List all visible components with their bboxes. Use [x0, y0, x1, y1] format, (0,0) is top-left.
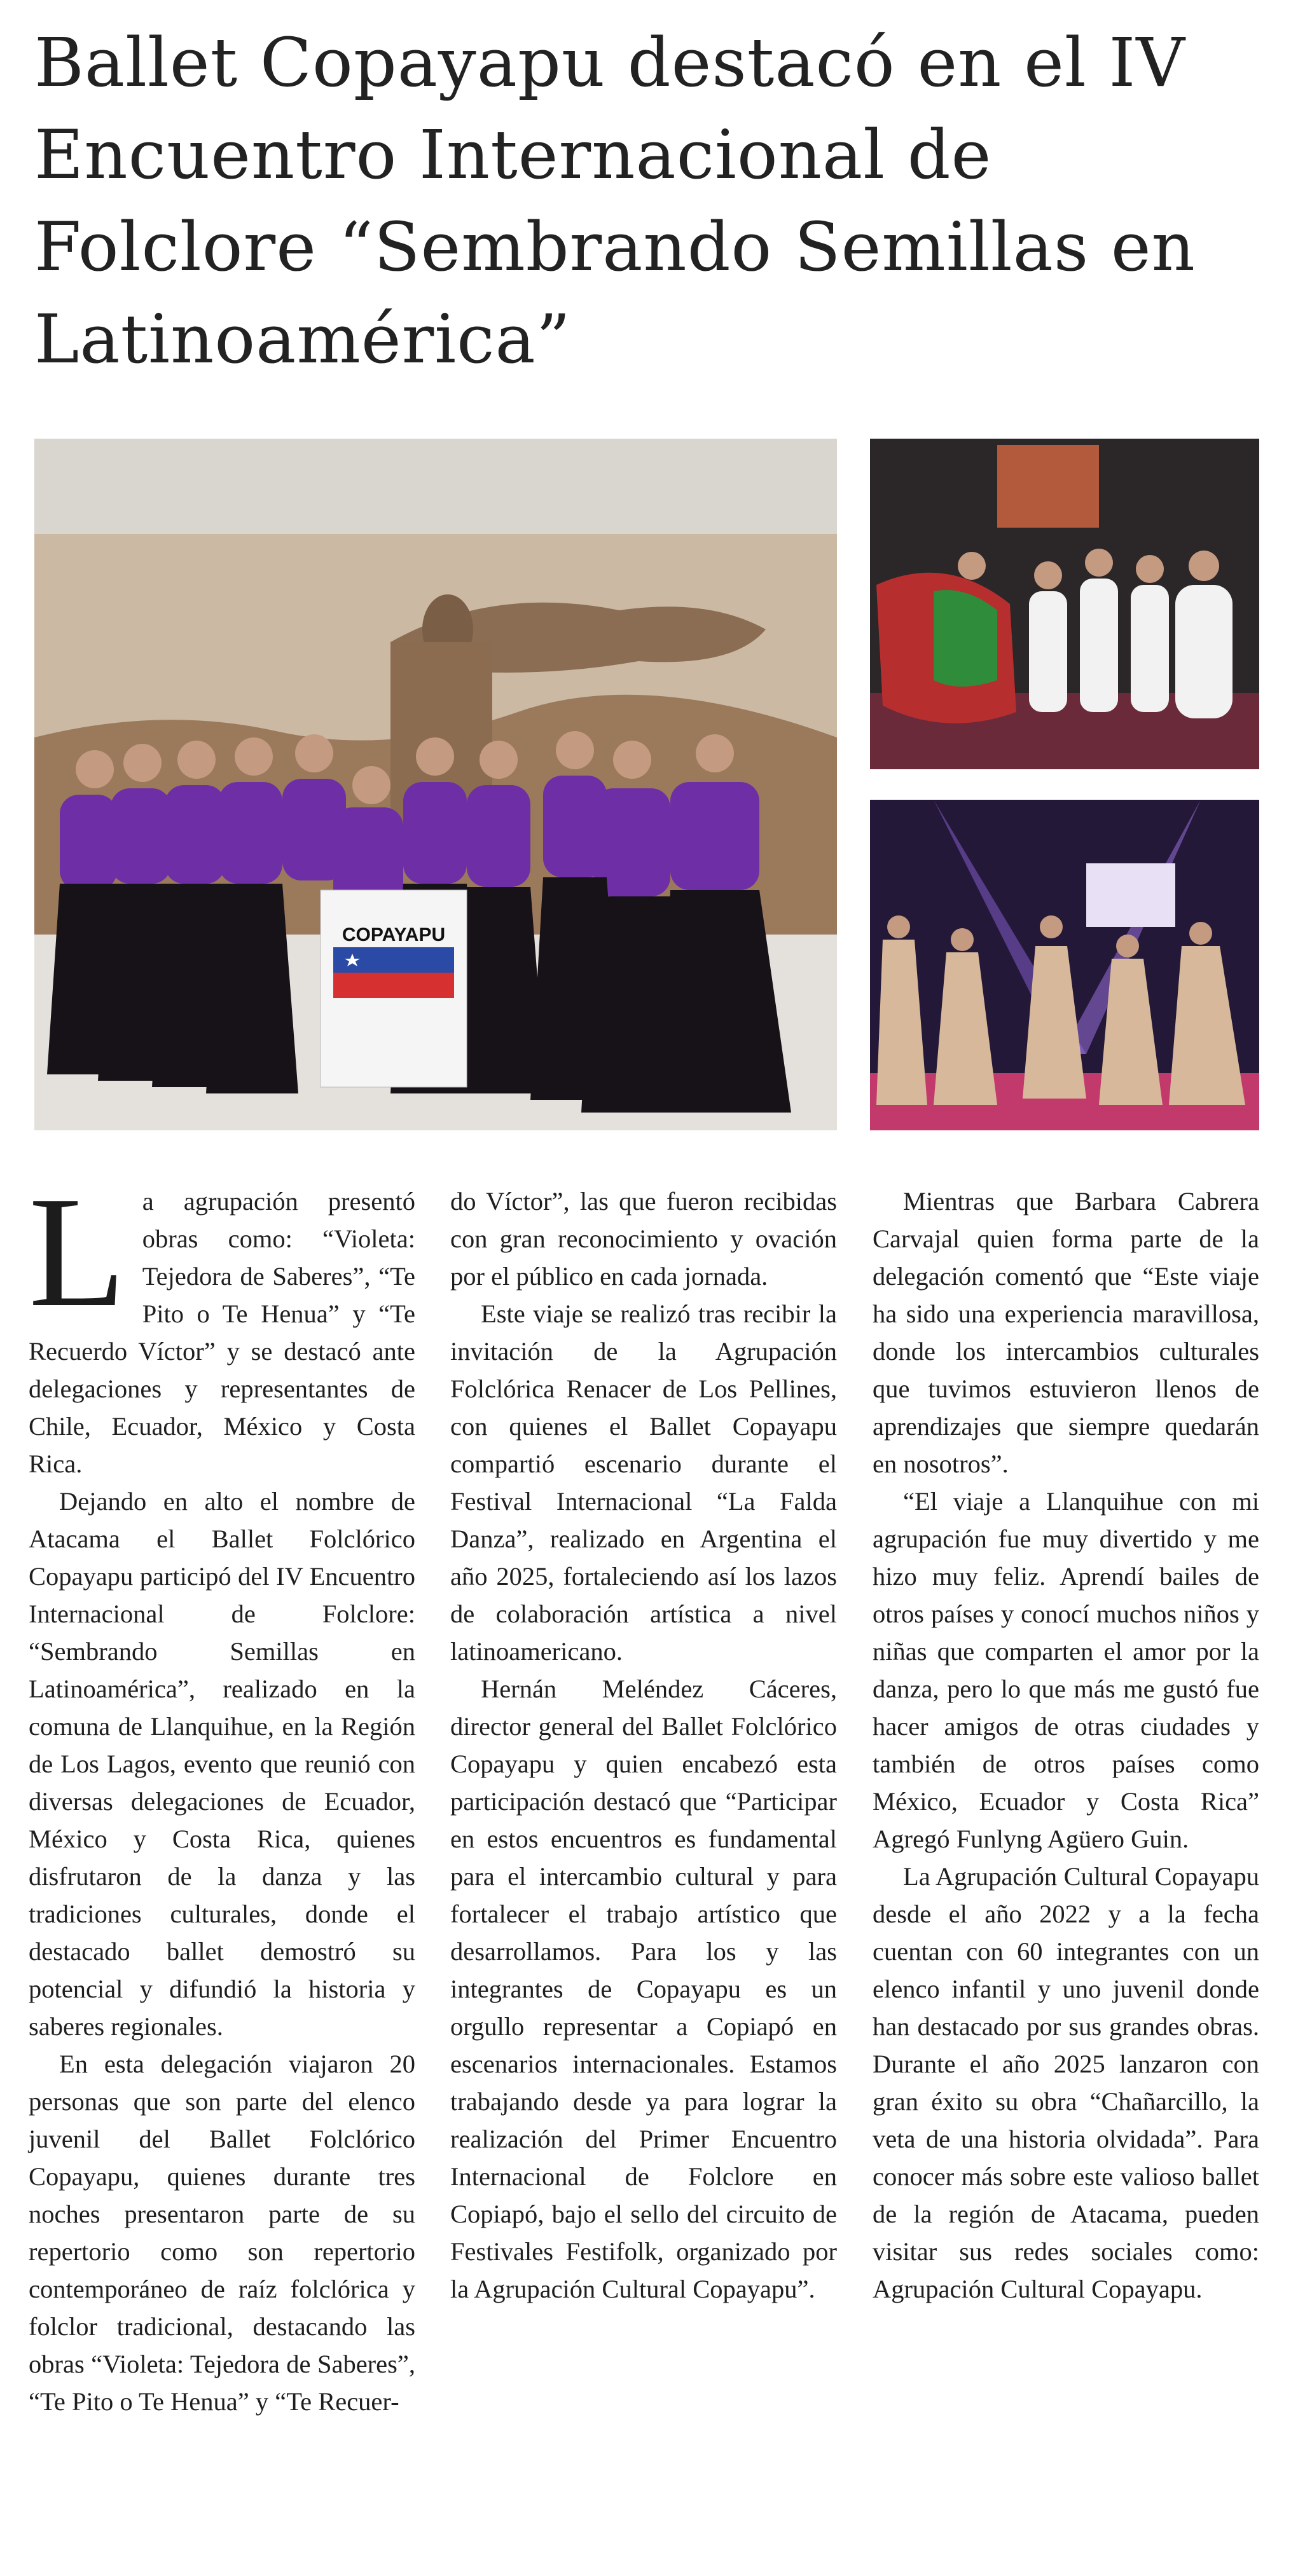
- headline: Ballet Copayapu destacó en el IV Encuentro Internacional de Folclore “Sembrando Semillas en Latinoamérica”: [34, 24, 1196, 378]
- paragraph: do Víctor”, las que fueron recibidas con gran reconocimiento y ovación por el público en cada jornada.: [450, 1187, 837, 1291]
- photo-mexican-dancers: [870, 439, 1259, 769]
- paragraph: Dejando en alto el nombre de Atacama el Ballet Folclórico Copayapu participó del IV Encuentro Internacional de Folclore: “Sembrando Semillas en Latinoamérica”, realizado en la comuna de Llanquihue, en la Región de Los Lagos, evento que reunió con diversas delegaciones de Ecuador, México y Costa Rica, quienes disfrutaron de la danza y las tradiciones culturales, donde el destacado ballet demostró su potencial y difundió la historia y saberes regionales.: [29, 1487, 415, 2041]
- dropcap: L: [29, 1164, 126, 1340]
- copayapu-banner: [321, 890, 467, 1087]
- article-column-1: [29, 1164, 415, 2420]
- paragraph: En esta delegación viajaron 20 personas que son parte del elenco juvenil del Ballet Folclórico Copayapu, quienes durante tres noches presentaron parte de su repertorio como son repertorio contemporáneo de raíz folclórica y folclor tradicional, destacando las obras “Violeta: Tejedora de Saberes”, “Te Pito o Te Henua” y “Te Recuer-: [29, 2050, 415, 2416]
- paragraph: Mientras que Barbara Cabrera Carvajal quien forma parte de la delegación comentó que “Este viaje ha sido una experiencia maravillosa, donde los intercambios culturales que tuvimos estuvieron llenos de aprendizajes que siempre quedarán en nosotros”.: [873, 1187, 1259, 1478]
- paragraph: “El viaje a Llanquihue con mi agrupación fue muy divertido y me hizo muy feliz. Aprendí bailes de otros países y conocí muchos niños y niñas que comparten el amor por la danza, pero lo que más me gustó fue hacer amigos de otras ciudades y también de otros países como México, Ecuador y Costa Rica” Agregó Funlyng Agüero Guin.: [873, 1487, 1259, 1853]
- photo-dance-group: [34, 439, 837, 1130]
- paragraph: Hernán Meléndez Cáceres, director general del Ballet Folclórico Copayapu y quien encabezó esta participación destacó que “Participar en estos encuentros es fundamental para el intercambio cultural y para fortalecer el trabajo artístico que desarrollamos. Para los y las integrantes de Copayapu es un orgullo representar a Copiapó en escenarios internacionales. Estamos trabajando desde ya para lograr la realización del Primer Encuentro Internacional de Folclore en Copiapó, bajo el sello del circuito de Festivales Festifolk, organizado por la Agrupación Cultural Copayapu”.: [450, 1675, 837, 2303]
- paragraph: a agrupación presentó obras como: “Violeta: Tejedora de Saberes”, “Te Pito o Te Henua” y “Te Recuerdo Víctor” y se destacó ante delegaciones y representantes de Chile, Ecuador, México y Costa Rica.: [29, 1187, 415, 1478]
- banner-text: COPAYAPU: [342, 924, 446, 945]
- article-column-3: [873, 1182, 1259, 2308]
- paragraph: La Agrupación Cultural Copayapu desde el año 2022 y a la fecha cuentan con 60 integrantes con un elenco infantil y uno juvenil donde han destacado por sus grandes obras. Durante el año 2025 lanzaron con gran éxito su obra “Chañarcillo, la veta de una historia olvidada”. Para conocer más sobre este valioso ballet de la región de Atacama, pueden visitar sus redes sociales como: Agrupación Cultural Copayapu.: [873, 1862, 1259, 2303]
- article-column-2: [450, 1182, 837, 2308]
- photo-stage-performance: [870, 800, 1259, 1130]
- paragraph: Este viaje se realizó tras recibir la invitación de la Agrupación Folclórica Renacer de Los Pellines, con quienes el Ballet Copayapu compartió escenario durante el Festival Internacional “La Falda Danza”, realizado en Argentina el año 2025, fortaleciendo así los lazos de colaboración artística a nivel latinoamericano.: [450, 1299, 837, 1666]
